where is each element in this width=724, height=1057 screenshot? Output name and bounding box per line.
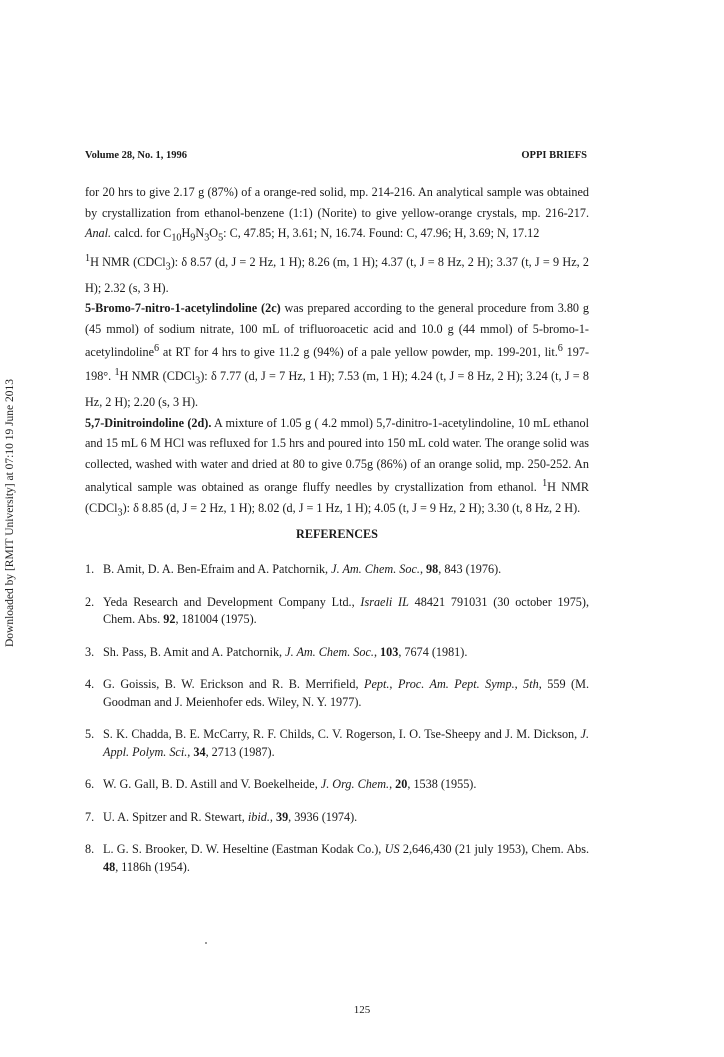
anal-label: Anal. [85, 226, 112, 240]
paragraph-2c: 5-Bromo-7-nitro-1-acetylindoline (2c) was prepared according to the general procedure from 3.80 g (45 mmol) of sodium nitrate, 100 mL of trifluoroacetic acid and 10.0 g (44 mmol) of 5-bromo-1-acetylindoline$^6$ at RT for 4 hrs to give 11.2 g (94%) of a pale yellow powder, mp. 199-201, lit.$^6$ 197-198°. $^1$H NMR (CDCl$_3$): δ 7.77 (d, J = 7 Hz, 1 H); 7.53 (m, 1 H); 4.24 (t, J = 8 Hz, 2 H); 3.24 (t, J = 8 Hz, 2 H); 2.20 (s, 3 H). [85, 301, 590, 409]
compound-2d-title: 5,7-Dinitroindoline (2d). [85, 415, 212, 430]
reference-item: 3. Sh. Pass, B. Amit and A. Patchornik, J. Am. Chem. Soc., 103, 7674 (1981). [85, 644, 468, 659]
reference-item: 4. G. Goissis, B. W. Erickson and R. B. Merrifield, Pept., Proc. Am. Pept. Symp., 5th, 559 (M. Goodman and J. Meienhofer eds. Wiley, N. Y. 1977). [85, 677, 589, 709]
reference-item: 6. W. G. Gall, B. D. Astill and V. Boekelheide, J. Org. Chem., 20, 1538 (1955). [85, 777, 477, 791]
journal-volume: Volume 28, No. 1, 1996 [85, 150, 187, 161]
references-list [85, 561, 589, 891]
article-body [85, 182, 589, 524]
reference-item: 5. S. K. Chadda, B. E. McCarry, R. F. Childs, C. V. Rogerson, I. O. Tse-Sheepy and J. M. Dickson, J. Appl. Polym. Sci., 34, 2713 (1987). [85, 727, 589, 759]
section-title: OPPI BRIEFS [521, 150, 587, 161]
scan-speck [205, 942, 207, 944]
reference-item: 1. B. Amit, D. A. Ben-Efraim and A. Patchornik, J. Am. Chem. Soc., 98, 843 (1976). [85, 562, 502, 576]
paragraph-2b-continuation: for 20 hrs to give 2.17 g (87%) of a orange-red solid, mp. 214-216. An analytical sample was obtained by crystallization from ethanol-benzene (1:1) (Norite) to give yellow-orange crystals, mp. 216-217. Anal. calcd. for $C_{10}H_9N_3O_5$: C, 47.85; H, 3.61; N, 16.74. Found: C, 47.96; H, 3.69; N, 17.12 $^1$H NMR (CDCl$_3$): δ 8.57 (d, J = 2 Hz, 1 H); 8.26 (m, 1 H); 4.37 (t, J = 8 Hz, 2 H); 3.37 (t, J = 9 Hz, 2 H); 2.32 (s, 3 H). [85, 185, 589, 295]
paragraph-2d: 5,7-Dinitroindoline (2d). A mixture of 1.05 g ( 4.2 mmol) 5,7-dinitro-1-acetylindoline, 10 mL ethanol and 15 mL 6 M HCl was refluxed for 1.5 hrs and poured into 150 mL cold water. The orange solid was collected, washed with water and dried at 80 to give 0.75g (86%) of an orange solid, mp. 250-252. An analytical sample was obtained as orange fluffy needles by crystallization from ethanol. $^1$H NMR (CDCl$_3$): δ 8.85 (d, J = 2 Hz, 1 H); 8.02 (d, J = 1 Hz, 1 H); 4.05 (t, J = 9 Hz, 2 H); 3.30 (t, 8 Hz, 2 H). [85, 415, 589, 518]
download-watermark [2, 263, 18, 763]
reference-item: 7. U. A. Spitzer and R. Stewart, ibid., 39, 3936 (1974). [85, 809, 358, 824]
references-heading: REFERENCES [296, 527, 378, 541]
download-watermark-text: Downloaded by [RMIT University] at 07:10 19 June 2013 [4, 378, 16, 648]
reference-item: 2. Yeda Research and Development Company Ltd., Israeli IL 48421 791031 (30 october 1975), Chem. Abs. 92, 181004 (1975). [85, 594, 589, 626]
page-number: 125 [353, 1004, 371, 1016]
reference-item: 8. L. G. S. Brooker, D. W. Heseltine (Eastman Kodak Co.), US 2,646,430 (21 july 1953), Chem. Abs. 48, 1186h (1954). [85, 842, 590, 874]
compound-2c-title: 5-Bromo-7-nitro-1-acetylindoline (2c) [85, 301, 281, 316]
